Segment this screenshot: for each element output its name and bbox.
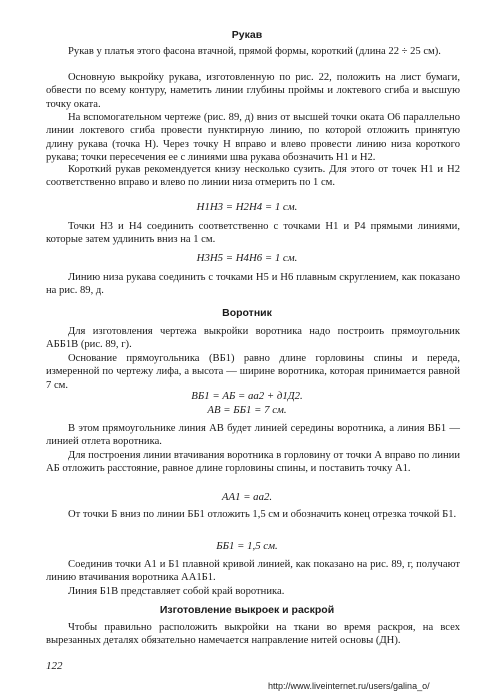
formula: Н3Н5 = Н4Н6 = 1 см. [196, 252, 298, 264]
paragraph: Основание прямоугольника (ВБ1) равно длине горловины спины и переда, измеренной по чертежу лифа, а высота — ширине воротника, которая принимается равной 7 см. [46, 353, 460, 391]
heading-sleeve: Рукав [231, 29, 263, 41]
paragraph: Соединив точки А1 и Б1 плавной кривой линией, как показано на рис. 89, г, получают линию втачивания воротника АА1Б1. [46, 559, 460, 584]
paragraph: Для изготовления чертежа выкройки воротника надо построить прямоугольник АББ1В (рис. 89, г). [46, 326, 460, 351]
formula: Н1Н3 = Н2Н4 = 1 см. [196, 201, 298, 213]
paragraph: Короткий рукав рекомендуется книзу несколько сузить. Для этого от точек Н1 и Н2 соответственно вправо и влево по линии низа отмерить по 1 см. [46, 164, 460, 189]
formula: ББ1 = 1,5 см. [216, 540, 278, 552]
paragraph: Линию низа рукава соединить с точками Н5 и Н6 плавным скруглением, как показано на рис. 89, д. [46, 272, 460, 297]
paragraph: От точки Б вниз по линии ББ1 отложить 1,5 см и обозначить конец отрезка точкой Б1. [68, 509, 457, 520]
formula: АА1 = аа2. [221, 491, 273, 503]
paragraph: Линия Б1В представляет собой край воротника. [68, 586, 285, 597]
heading-cutting: Изготовление выкроек и раскрой [159, 604, 335, 616]
paragraph: Чтобы правильно расположить выкройки на ткани во время раскроя, на всех вырезанных деталях обязательно намечается направление нитей основы (ДН). [46, 622, 460, 647]
formula: ВБ1 = АБ = аа2 + д1Д2. [191, 390, 303, 402]
page-number: 122 [46, 660, 63, 672]
paragraph: На вспомогательном чертеже (рис. 89, д) вниз от высшей точки оката О6 параллельно линии локтевого сгиба провести пунктирную линию, по которой отложить принятую длину рукава (точка Н). Через точку Н вправо и влево провести линию низа короткого рукава; точки пересечения ее с линиями шва рукава обозначить Н1 и Н2. [46, 112, 460, 164]
paragraph: Основную выкройку рукава, изготовленную по рис. 22, положить на лист бумаги, обвести по всему контуру, наметить линии глубины проймы и локтевого сгиба и высшую точку оката. [46, 72, 460, 110]
paragraph: Рукав у платья этого фасона втачной, прямой формы, короткий (длина 22 ÷ 25 см). [68, 46, 441, 57]
paragraph: В этом прямоугольнике линия АВ будет линией середины воротника, а линия ВБ1 — линией отлета воротника. [46, 423, 460, 448]
heading-collar: Воротник [222, 307, 272, 319]
formula: АВ = ББ1 = 7 см. [207, 404, 287, 416]
paragraph: Точки Н3 и Н4 соединить соответственно с точками Н1 и Р4 прямыми линиями, которые затем удлинить вниз на 1 см. [46, 221, 460, 246]
watermark-url: http://www.liveinternet.ru/users/galina_o/ [268, 681, 430, 691]
paragraph: Для построения линии втачивания воротника в горловину от точки А вправо по линии АБ отложить расстояние, равное длине горловины спины, и поставить точку А1. [46, 450, 460, 475]
